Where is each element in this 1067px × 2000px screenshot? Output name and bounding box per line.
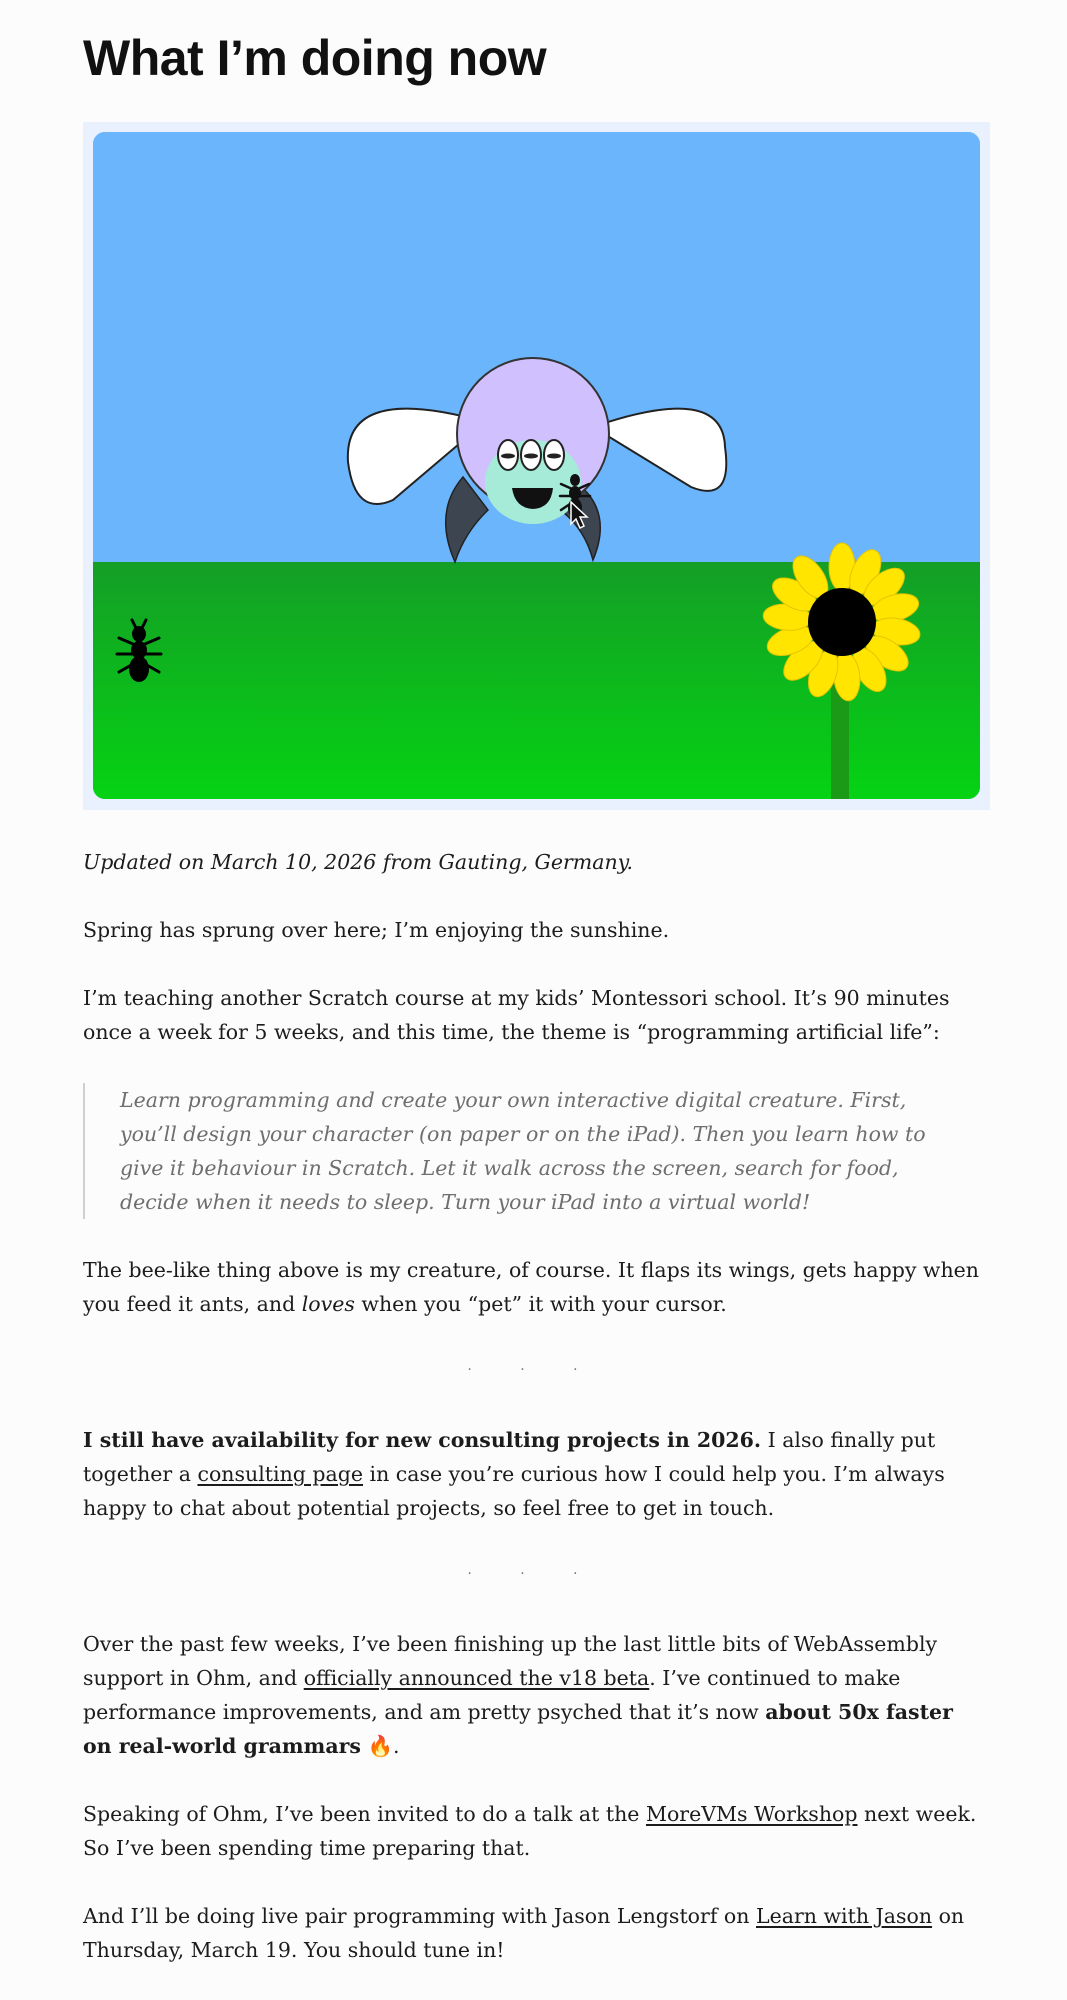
creature-text-b: when you “pet” it with your cursor.: [354, 1292, 727, 1316]
v18-beta-announcement-link[interactable]: officially announced the v18 beta: [303, 1666, 650, 1690]
pair-text-b: on Thursday, March 19. You should tune in!: [83, 1904, 965, 1962]
talk-text-b: next week. So I’ve been spending time preparing that.: [83, 1802, 977, 1860]
creature-emphasis: loves: [301, 1292, 355, 1316]
consulting-text-a: I also finally put together a: [83, 1428, 936, 1486]
ohm-paragraph: [83, 1627, 983, 1763]
spring-paragraph: Spring has sprung over here; I’m enjoying the sunshine.: [83, 918, 670, 942]
ohm-speed-highlight: about 50x faster on real-world grammars: [83, 1700, 953, 1758]
consulting-page-link[interactable]: consulting page: [197, 1462, 364, 1486]
ohm-text-b: . I’ve continued to make performance improvements, and am pretty psyched that it’s now: [83, 1666, 901, 1724]
consulting-text-b: in case you’re curious how I could help you. I’m always happy to chat about potential projects, so feel free to get in touch.: [83, 1462, 945, 1520]
talk-text-a: Speaking of Ohm, I’ve been invited to do a talk at the: [83, 1802, 646, 1826]
updated-middle: from: [376, 850, 439, 874]
creature-eyes: [498, 440, 564, 470]
updated-prefix: Updated on: [83, 850, 211, 874]
ohm-text-end: .: [393, 1734, 400, 1758]
talk-paragraph: [83, 1797, 983, 1865]
pair-programming-paragraph: [83, 1899, 983, 1967]
page-title: What I’m doing now: [83, 30, 547, 86]
creature-paragraph: [83, 1253, 983, 1321]
creature-text-a: The bee-like thing above is my creature, of course. It flaps its wings, gets happy when you feed it ants, and: [83, 1258, 980, 1316]
learn-with-jason-link[interactable]: Learn with Jason: [756, 1904, 933, 1928]
consulting-highlight: I still have availability for new consulting projects in 2026.: [83, 1428, 762, 1452]
updated-line: [83, 845, 983, 879]
course-description-quote: Learn programming and create your own interactive digital creature. First, you’ll design your character (on paper or on the iPad). Then you learn how to give it behaviour in Scratch. Let it walk across the screen, search for food, decide when it needs to sleep. Turn your iPad into a virtual world!: [83, 1083, 960, 1219]
section-separator-2: · · ·: [467, 1566, 600, 1582]
scratch-project-frame[interactable]: [83, 122, 990, 810]
scratch-stage-canvas[interactable]: [93, 132, 980, 799]
pair-text-a: And I’ll be doing live pair programming with Jason Lengstorf on: [83, 1904, 756, 1928]
morevms-workshop-link[interactable]: MoreVMs Workshop: [645, 1802, 858, 1826]
consulting-paragraph: [83, 1423, 983, 1525]
scratch-stage[interactable]: [93, 132, 980, 799]
section-separator: · · ·: [467, 1362, 600, 1378]
updated-place: Gauting, Germany.: [438, 850, 634, 874]
ohm-text-a: Over the past few weeks, I’ve been finishing up the last little bits of WebAssembly support in Ohm, and: [83, 1632, 938, 1690]
course-paragraph: I’m teaching another Scratch course at my kids’ Montessori school. It’s 90 minutes once a week for 5 weeks, and this time, the theme is “programming artificial life”:: [83, 986, 950, 1044]
updated-date: March 10, 2026: [210, 850, 377, 874]
fire-icon: 🔥: [360, 1734, 393, 1758]
